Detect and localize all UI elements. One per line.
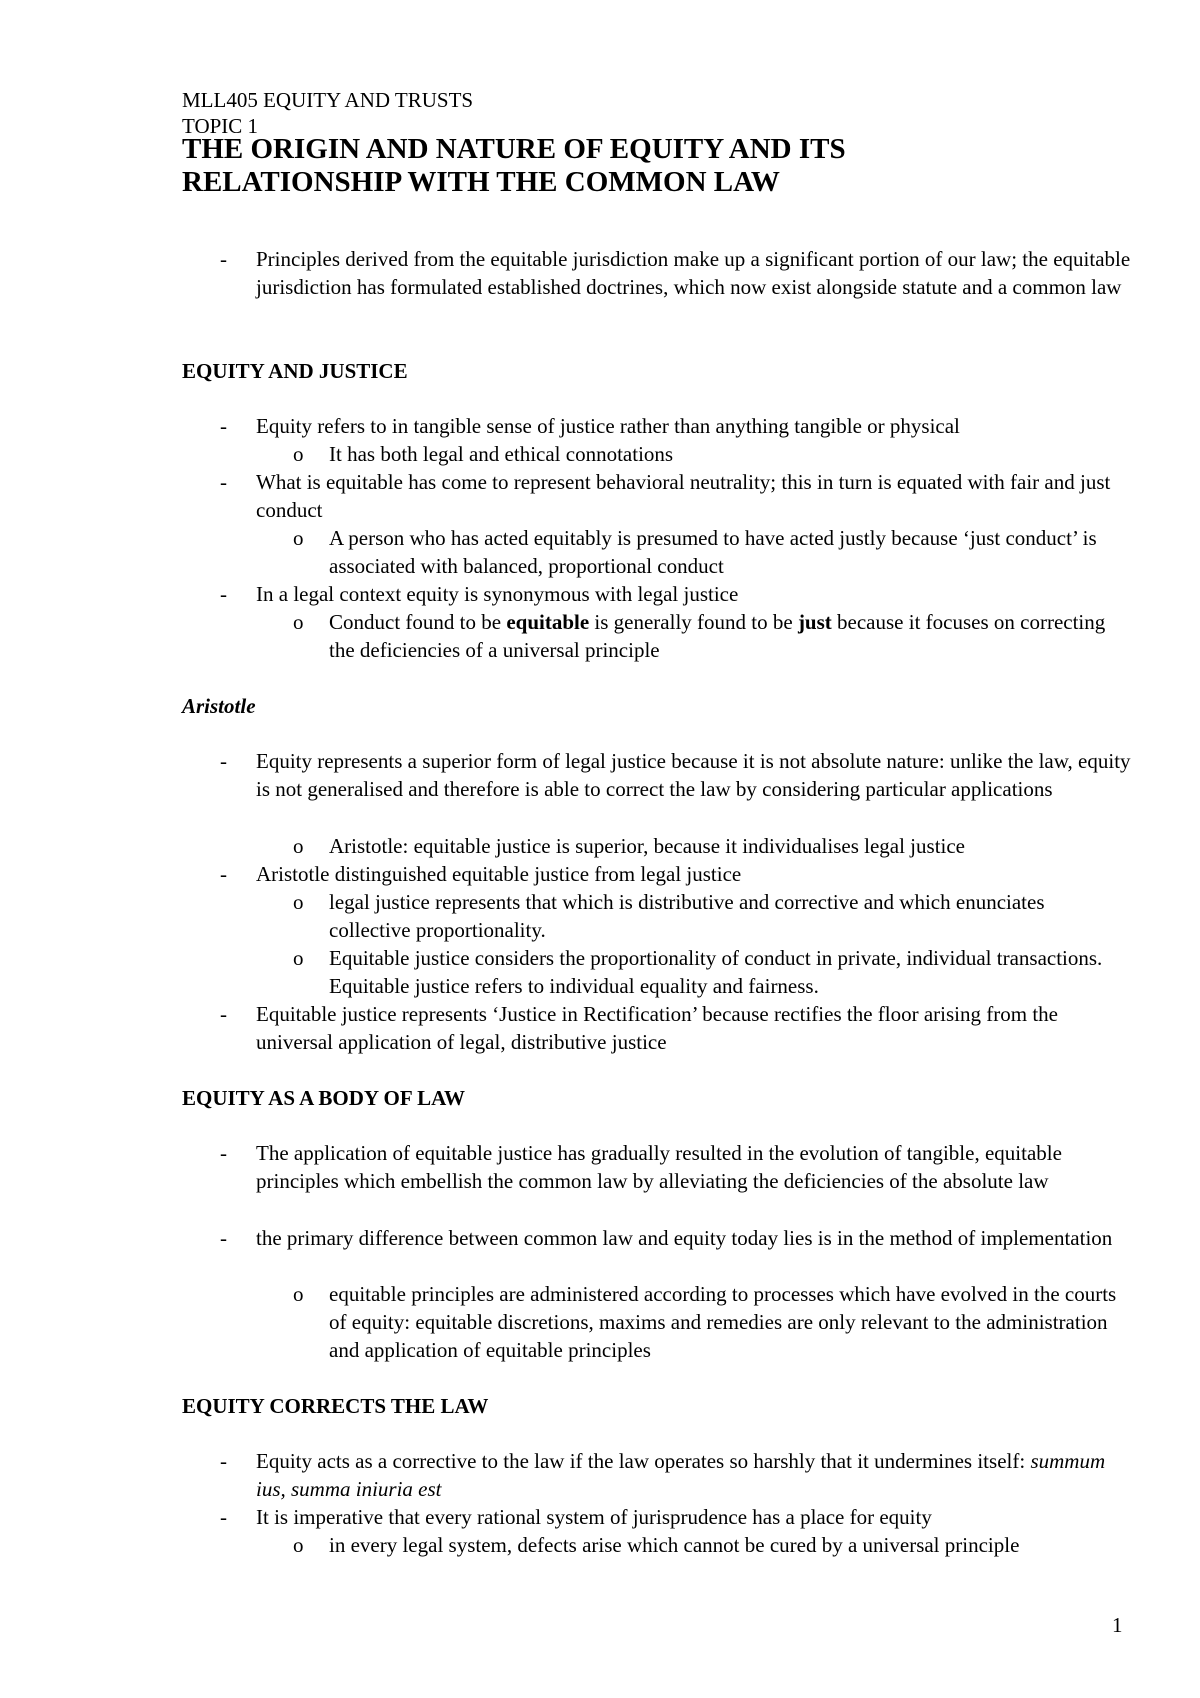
list-item xyxy=(220,468,1136,524)
list-item xyxy=(220,860,1136,888)
list-item-text: Principles derived from the equitable jurisdiction make up a significant portion of our law; the equitable jurisdiction has formulated established doctrines, which now exist alongside statute and a common law xyxy=(256,247,1131,300)
circle-bullet: o xyxy=(293,526,304,550)
circle-bullet: o xyxy=(293,946,304,970)
dash-bullet: - xyxy=(220,414,227,438)
dash-bullet: - xyxy=(220,1449,227,1473)
sub-list-item xyxy=(293,832,1129,860)
list-item-text: the primary difference between common law and equity today lies is in the method of implementation xyxy=(256,1226,1113,1250)
list-item-text: The application of equitable justice has gradually resulted in the evolution of tangible, equitable principles which embellish the common law by alleviating the deficiencies of the absolute law xyxy=(256,1141,1062,1194)
list-item-text: In a legal context equity is synonymous with legal justice xyxy=(256,582,739,606)
list-item xyxy=(220,1224,1136,1252)
dash-bullet: - xyxy=(220,1002,227,1026)
dash-bullet: - xyxy=(220,247,227,271)
circle-bullet: o xyxy=(293,1533,304,1557)
list-item-text: Aristotle distinguished equitable justice from legal justice xyxy=(256,862,742,886)
sub-list-item xyxy=(293,524,1129,580)
circle-bullet: o xyxy=(293,442,304,466)
section-heading-aristotle: Aristotle xyxy=(182,694,256,718)
list-item-text: Aristotle: equitable justice is superior, because it individualises legal justice xyxy=(329,834,965,858)
list-item-text: A person who has acted equitably is presumed to have acted justly because ‘just conduct’ is associated with balanced, proportional conduct xyxy=(329,526,1097,579)
list-item-text: Equity refers to in tangible sense of justice rather than anything tangible or physical xyxy=(256,414,960,438)
sub-list-item xyxy=(293,1280,1129,1365)
page-number: 1 xyxy=(1112,1613,1123,1637)
list-item xyxy=(220,1503,1136,1531)
circle-bullet: o xyxy=(293,610,304,634)
dash-bullet: - xyxy=(220,749,227,773)
dash-bullet: - xyxy=(220,1141,227,1165)
dash-bullet: - xyxy=(220,582,227,606)
page-title-line-1: THE ORIGIN AND NATURE OF EQUITY AND ITS xyxy=(182,133,846,165)
list-item-text: What is equitable has come to represent behavioral neutrality; this in turn is equated with fair and just conduct xyxy=(256,470,1111,523)
page-title-line-2: RELATIONSHIP WITH THE COMMON LAW xyxy=(182,166,780,198)
section-heading-corrects-the-law: EQUITY CORRECTS THE LAW xyxy=(182,1394,489,1418)
list-item xyxy=(220,1000,1136,1056)
section-heading-body-of-law: EQUITY AS A BODY OF LAW xyxy=(182,1086,465,1110)
sub-list-item xyxy=(293,440,1129,468)
sub-list-item xyxy=(293,608,1129,664)
dash-bullet: - xyxy=(220,1226,227,1250)
circle-bullet: o xyxy=(293,834,304,858)
list-item-text: equitable principles are administered according to processes which have evolved in the courts of equity: equitable discretions, maxims and remedies are only relevant to the administration and application of equitable principles xyxy=(329,1282,1117,1363)
list-item xyxy=(220,747,1136,803)
section-heading-equity-and-justice: EQUITY AND JUSTICE xyxy=(182,359,408,383)
circle-bullet: o xyxy=(293,890,304,914)
list-item-text: Equity acts as a corrective to the law if the law operates so harshly that it undermines itself: summum ius, summa iniuria est xyxy=(256,1449,1106,1502)
circle-bullet: o xyxy=(293,1282,304,1306)
list-item xyxy=(220,245,1136,301)
sub-list-item xyxy=(293,944,1129,1000)
list-item xyxy=(220,580,1136,608)
list-item-text: in every legal system, defects arise which cannot be cured by a universal principle xyxy=(329,1533,1020,1557)
list-item-text: legal justice represents that which is distributive and corrective and which enunciates collective proportionality. xyxy=(329,890,1045,943)
dash-bullet: - xyxy=(220,1505,227,1529)
list-item-text: It has both legal and ethical connotations xyxy=(329,442,674,466)
list-item-text: It is imperative that every rational system of jurisprudence has a place for equity xyxy=(256,1505,932,1529)
dash-bullet: - xyxy=(220,862,227,886)
list-item-text: Equitable justice considers the proportionality of conduct in private, individual transactions. Equitable justice refers to individual equality and fairness. xyxy=(329,946,1103,999)
list-item-text: Equity represents a superior form of legal justice because it is not absolute nature: unlike the law, equity is not generalised and therefore is able to correct the law by considering particular applications xyxy=(256,749,1131,802)
sub-list-item xyxy=(293,888,1129,944)
list-item xyxy=(220,412,1136,440)
dash-bullet: - xyxy=(220,470,227,494)
list-item-text: Conduct found to be equitable is generally found to be just because it focuses on correcting the deficiencies of a universal principle xyxy=(329,610,1106,663)
topic-label: TOPIC 1 xyxy=(182,114,259,138)
sub-list-item xyxy=(293,1531,1129,1559)
course-code: MLL405 EQUITY AND TRUSTS xyxy=(182,88,474,112)
list-item xyxy=(220,1139,1136,1195)
list-item xyxy=(220,1447,1136,1503)
list-item-text: Equitable justice represents ‘Justice in Rectification’ because rectifies the floor arising from the universal application of legal, distributive justice xyxy=(256,1002,1058,1055)
